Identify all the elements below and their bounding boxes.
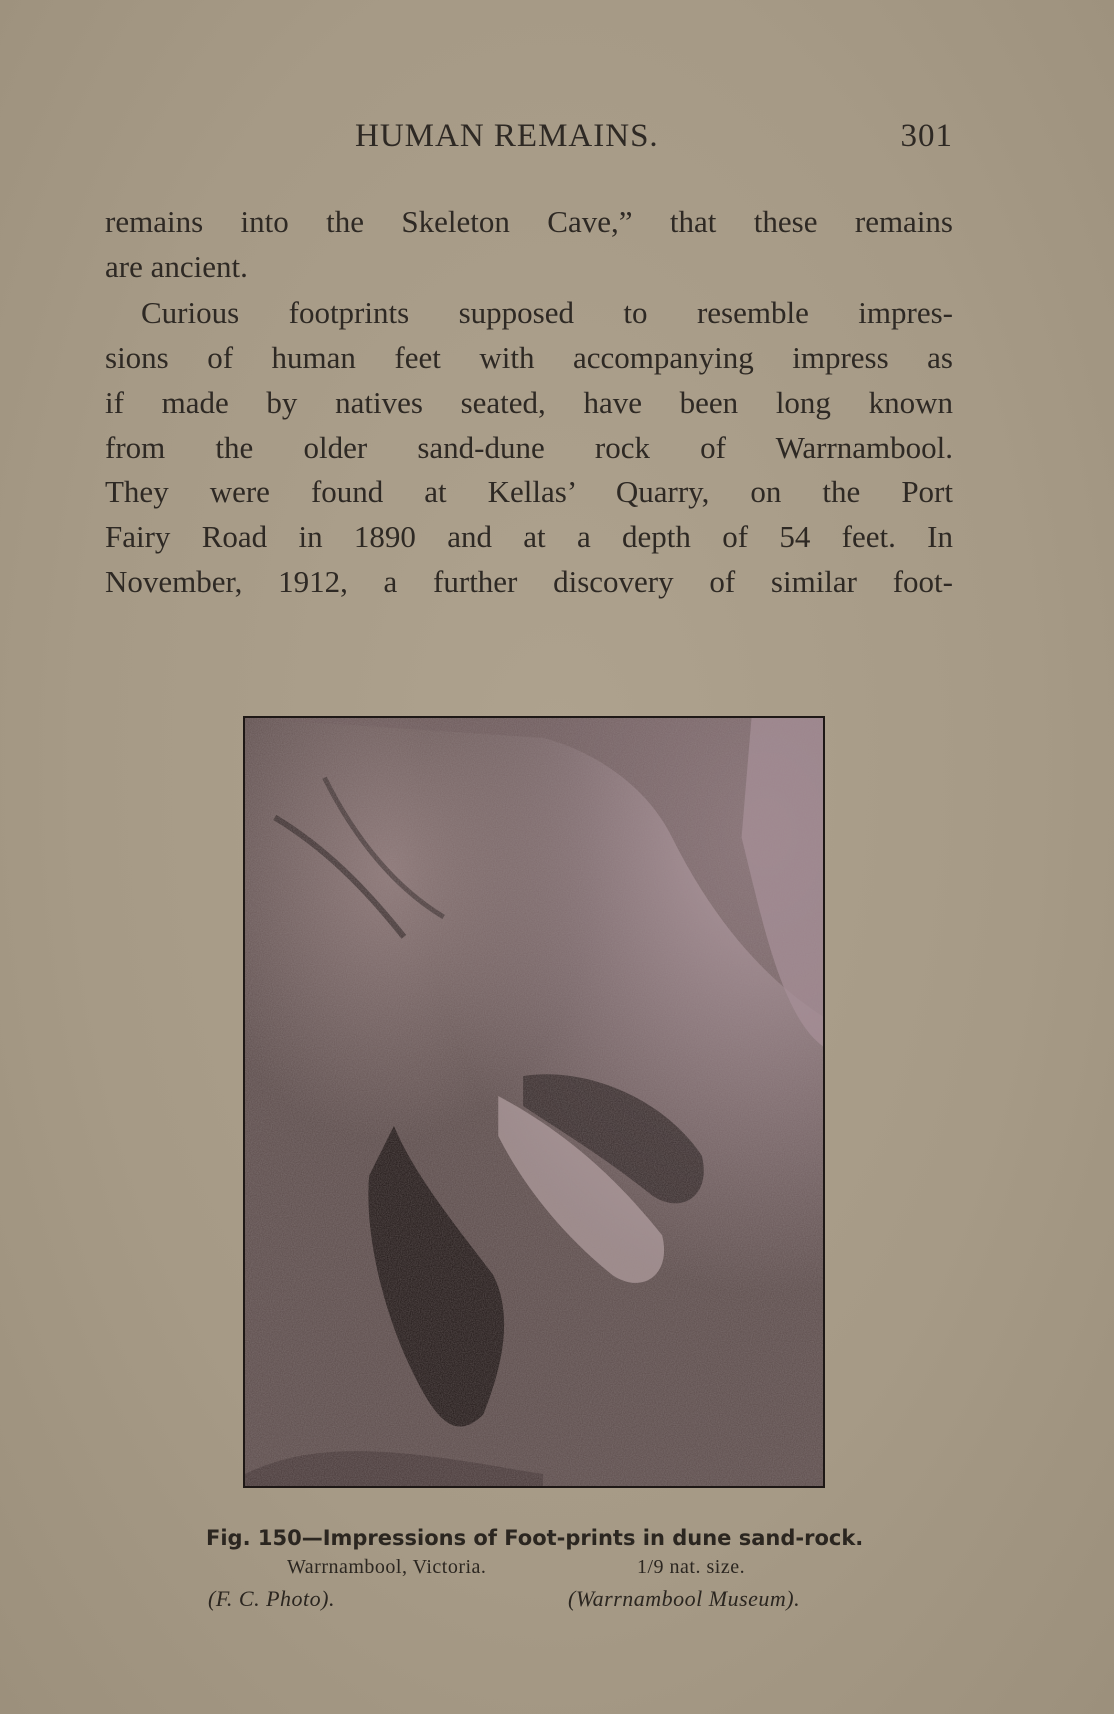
text-line: if made by natives seated, have been long known <box>105 384 953 420</box>
text-line: November, 1912, a further discovery of similar foot- <box>105 563 953 599</box>
caption-location: Warrnambool, Victoria. <box>287 1556 487 1578</box>
text-line: remains into the Skeleton Cave,” that these remains <box>105 204 953 239</box>
text-line: are ancient. <box>105 248 248 284</box>
footprint-photograph <box>243 716 825 1488</box>
text-line: sions of human feet with accompanying impress as <box>105 340 953 376</box>
body-text <box>105 200 953 604</box>
text-line: Fairy Road in 1890 and at a depth of 54 feet. In <box>105 518 953 554</box>
caption-scale: 1/9 nat. size. <box>637 1556 746 1578</box>
caption-photo-credit: (F. C. Photo). <box>208 1586 335 1611</box>
running-title: HUMAN REMAINS. <box>355 118 659 154</box>
text-line: Curious footprints supposed to resemble impres- <box>141 295 953 331</box>
text-line: from the older sand-dune rock of Warrnambool. <box>105 429 953 465</box>
footprint-photo-illustration <box>245 718 823 1486</box>
page-number: 301 <box>900 118 953 154</box>
text-line: They were found at Kellas’ Quarry, on the Port <box>105 474 953 510</box>
page-header <box>105 118 953 158</box>
caption-title: Fig. 150—Impressions of Foot-prints in dune sand-rock. <box>206 1526 864 1550</box>
caption-museum: (Warrnambool Museum). <box>568 1586 801 1611</box>
